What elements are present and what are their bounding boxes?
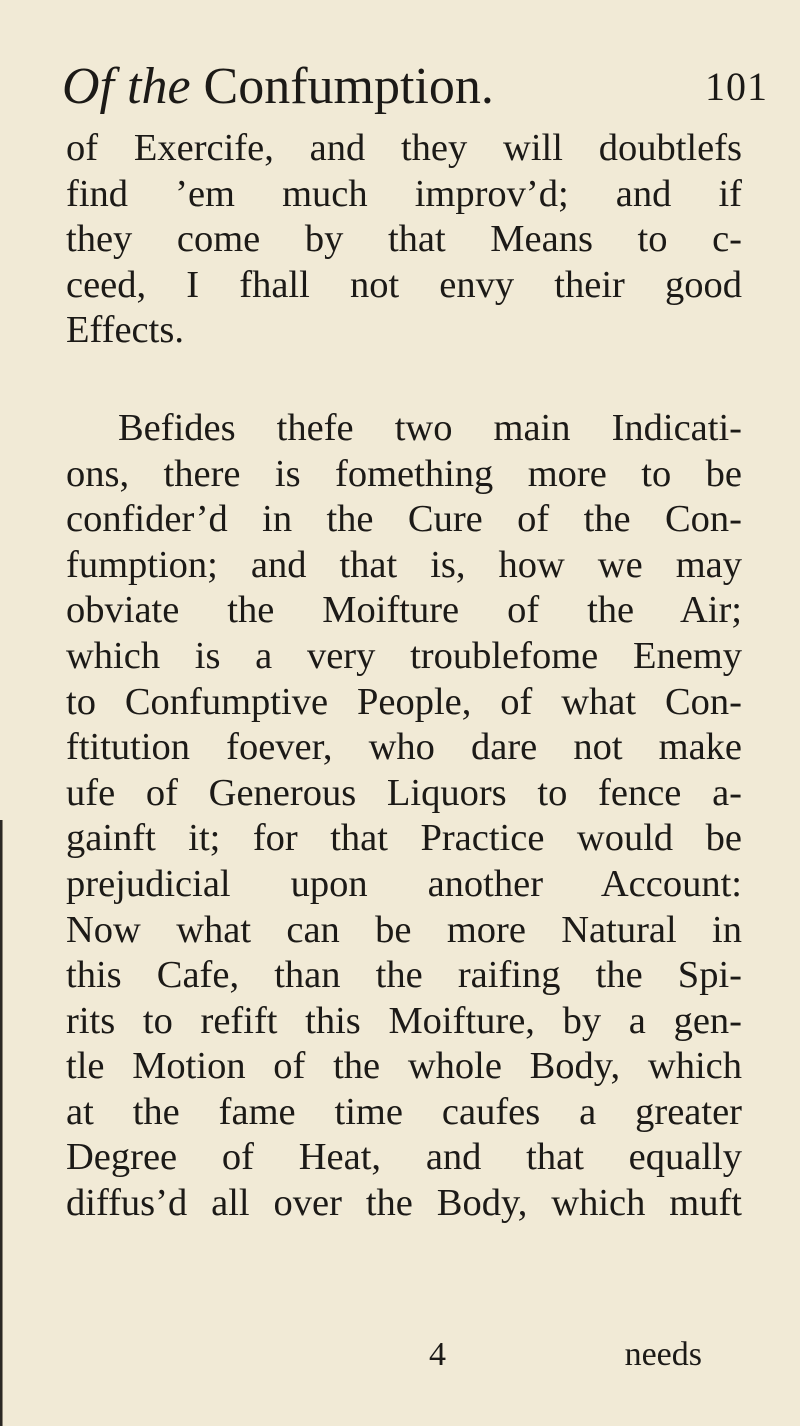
text-line: of Exercife, and they will doubtlefs: [66, 127, 742, 169]
text-line: ftitution foever, who dare not make: [66, 726, 742, 769]
running-head-title: Confumption.: [190, 58, 494, 115]
text-line: which is a very troublefome Enemy: [66, 634, 742, 677]
paragraph-1: [66, 126, 742, 354]
signature-mark: 4: [429, 1336, 446, 1373]
text-line: this Cafe, than the raifing the Spi-: [66, 954, 742, 997]
text-line: find ’em much improv’d; and if: [66, 172, 742, 215]
body-text: [66, 126, 742, 1373]
text-line: Degree of Heat, and that equally: [66, 1136, 742, 1179]
text-line: Now what can be more Natural in: [66, 908, 742, 951]
text-line: diffus’d all over the Body, which muft: [66, 1182, 742, 1225]
page-edge-shadow: [0, 820, 6, 1426]
text-line: fumption; and that is, how we may: [66, 543, 742, 586]
paragraph-2: [66, 406, 742, 1227]
text-line: ons, there is fomething more to be: [66, 452, 742, 495]
text-line: tle Motion of the whole Body, which: [66, 1045, 742, 1088]
catchword: needs: [624, 1336, 702, 1373]
running-head: [62, 56, 494, 118]
paragraph-gap: [66, 354, 742, 406]
text-line: ufe of Generous Liquors to fence a-: [66, 771, 742, 814]
text-line: ceed, I fhall not envy their good: [66, 263, 742, 306]
text-line: confider’d in the Cure of the Con-: [66, 498, 742, 541]
running-head-italic: Of the: [62, 58, 191, 115]
text-line: gainft it; for that Practice would be: [66, 817, 742, 860]
text-line: obviate the Moifture of the Air;: [66, 589, 742, 632]
text-line: they come by that Means to c-: [66, 218, 742, 261]
page-footer: [66, 1332, 742, 1378]
text-line: rits to refift this Moifture, by a gen-: [66, 999, 742, 1042]
text-line: to Confumptive People, of what Con-: [66, 680, 742, 723]
text-line: Befides thefe two main Indicati-: [118, 406, 742, 449]
text-line: at the fame time caufes a greater: [66, 1090, 742, 1133]
text-line: Effects.: [66, 309, 184, 352]
text-line: prejudicial upon another Account:: [66, 862, 742, 905]
page-number: 101: [705, 64, 768, 109]
page-header: [62, 56, 768, 118]
